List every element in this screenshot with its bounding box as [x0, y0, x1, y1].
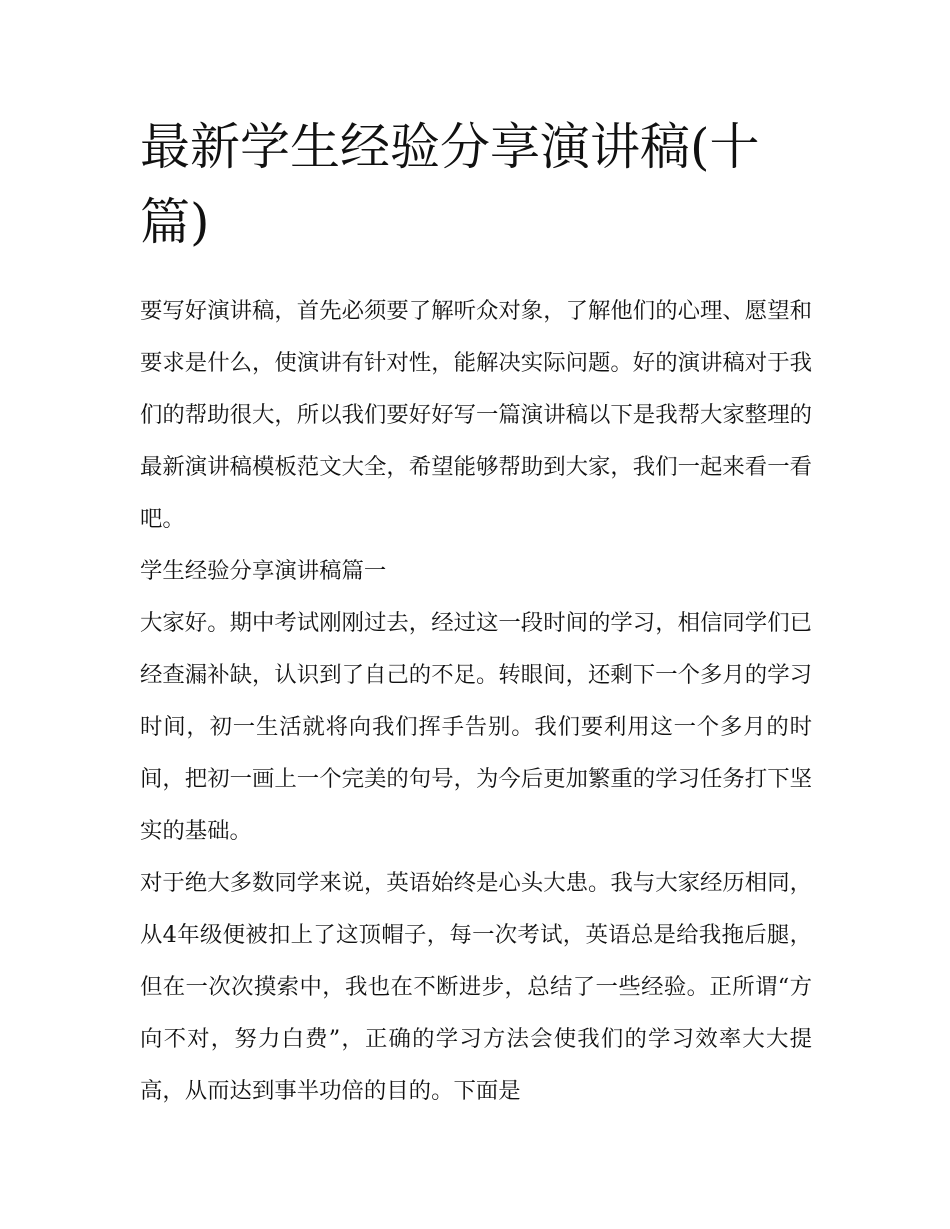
- document-body: [140, 285, 812, 1117]
- intro-paragraph: 要写好演讲稿，首先必须要了解听众对象，了解他们的心理、愿望和要求是什么，使演讲有针对性，能解决实际问题。好的演讲稿对于我们的帮助很大，所以我们要好好写一篇演讲稿以下是我帮大家整理的最新演讲稿模板范文大全，希望能够帮助到大家，我们一起来看一看吧。: [140, 298, 812, 532]
- section-heading: 学生经验分享演讲稿篇一: [140, 558, 387, 584]
- body-paragraph-2: 对于绝大多数同学来说，英语始终是心头大患。我与大家经历相同，从4年级便被扣上了这顶帽子，每一次考试，英语总是给我拖后腿，但在一次次摸索中，我也在不断进步，总结了一些经验。正所谓“方向不对，努力白费”，正确的学习方法会使我们的学习效率大大提高，从而达到事半功倍的目的。下面是: [140, 870, 812, 1104]
- body-paragraph-1: 大家好。期中考试刚刚过去，经过这一段时间的学习，相信同学们已经查漏补缺，认识到了自己的不足。转眼间，还剩下一个多月的学习时间，初一生活就将向我们挥手告别。我们要利用这一个多月的时间，把初一画上一个完美的句号，为今后更加繁重的学习任务打下坚实的基础。: [140, 610, 812, 844]
- document-content: [140, 110, 812, 1117]
- document-title: 最新学生经验分享演讲稿(十篇): [140, 118, 760, 251]
